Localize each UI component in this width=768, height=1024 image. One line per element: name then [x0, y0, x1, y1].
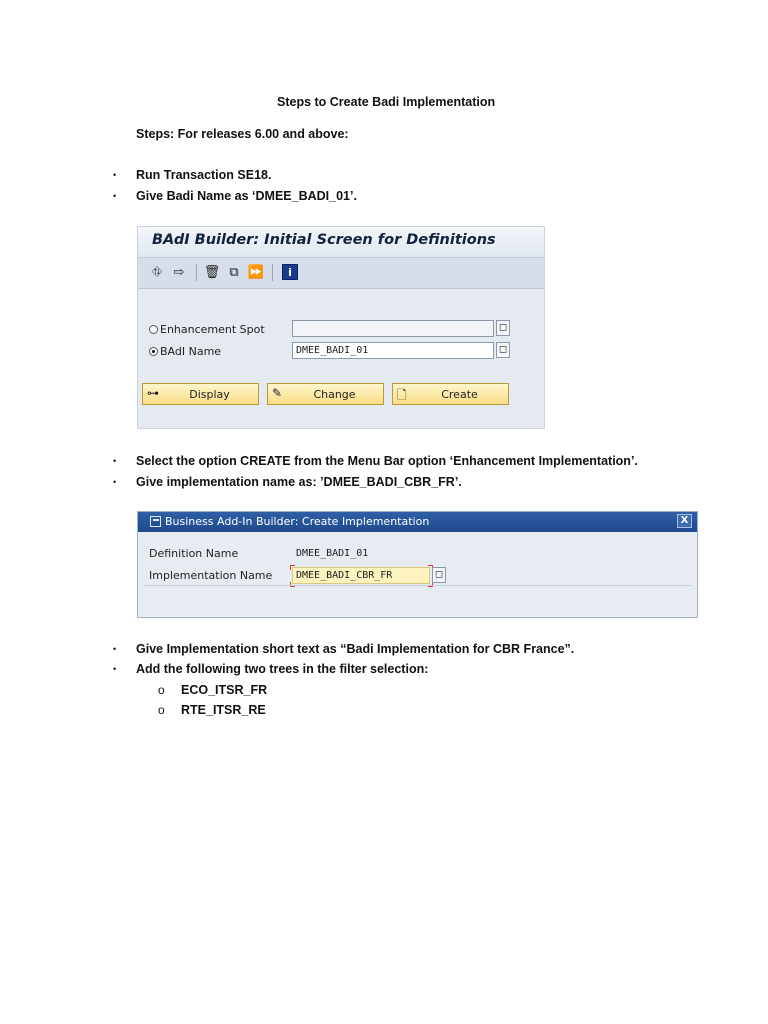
badi-builder-screenshot	[137, 226, 545, 429]
document-title: Steps to Create Badi Implementation	[277, 95, 496, 109]
step-give-short-text: Give Implementation short text as “Badi Implementation for CBR France”.	[136, 642, 575, 656]
badi-builder-toolbar	[138, 257, 544, 289]
bullet-icon: •	[113, 644, 117, 654]
radio-enhancement-spot[interactable]	[149, 323, 265, 336]
bullet-icon: •	[113, 170, 117, 180]
info-icon[interactable]: i	[282, 264, 298, 280]
radio-button-on[interactable]	[149, 347, 158, 356]
filter-tree-item: RTE_ITSR_RE	[181, 703, 266, 717]
create-button[interactable]	[392, 383, 509, 405]
change-button[interactable]	[267, 383, 384, 405]
toolbar-separator	[196, 264, 197, 281]
bullet-icon: •	[113, 191, 117, 201]
glasses-icon: ⊶	[147, 386, 159, 400]
filter-tree-item: ECO_ITSR_FR	[181, 683, 268, 697]
display-object-list-icon[interactable]: ⛗	[151, 264, 163, 280]
step-select-create: Select the option CREATE from the Menu Bar option ‘Enhancement Implementation’.	[136, 454, 638, 468]
dialog-title: Business Add-In Builder: Create Implementation	[165, 515, 430, 528]
dialog-window-icon	[150, 516, 161, 527]
step-give-badi-name: Give Badi Name as ‘DMEE_BADI_01’.	[136, 189, 357, 203]
create-button-label: Create	[441, 388, 478, 401]
value-help-icon[interactable]: ◻	[496, 320, 510, 336]
steps-heading: Steps: For releases 6.00 and above:	[136, 127, 349, 141]
badi-builder-title: BAdI Builder: Initial Screen for Definitions	[152, 232, 496, 248]
bullet-icon: •	[113, 477, 117, 487]
radio-badi-name-label: BAdI Name	[160, 345, 222, 358]
blank-page-icon: 🗋	[397, 388, 407, 402]
display-button-label: Display	[189, 388, 230, 401]
value-help-icon[interactable]: ◻	[496, 342, 510, 358]
step-give-implementation-name: Give implementation name as: ’DMEE_BADI_CBR_FR’.	[136, 475, 462, 489]
where-used-icon[interactable]: ⇨	[173, 264, 185, 280]
delete-icon[interactable]: 🗑	[203, 264, 221, 280]
implementation-name-field[interactable]: DMEE_BADI_CBR_FR	[292, 567, 430, 584]
badi-builder-titlebar	[138, 227, 544, 257]
change-button-label: Change	[313, 388, 356, 401]
definition-name-label: Definition Name	[149, 547, 239, 560]
copy-icon[interactable]: ⧉	[229, 264, 239, 280]
implementation-name-label: Implementation Name	[149, 569, 273, 582]
radio-badi-name[interactable]	[149, 345, 221, 358]
badi-name-field[interactable]: DMEE_BADI_01	[292, 342, 494, 359]
display-button[interactable]	[142, 383, 259, 405]
create-implementation-dialog	[137, 511, 698, 618]
step-add-filter-trees: Add the following two trees in the filter selection:	[136, 662, 429, 676]
sub-bullet-icon: o	[158, 703, 165, 717]
dialog-divider	[144, 585, 692, 586]
step-run-transaction: Run Transaction SE18.	[136, 168, 272, 182]
rename-icon[interactable]: ⏩	[247, 264, 265, 280]
value-help-icon[interactable]: ◻	[432, 567, 446, 583]
radio-button-off[interactable]	[149, 325, 158, 334]
toolbar-separator	[272, 264, 273, 281]
bullet-icon: •	[113, 664, 117, 674]
enhancement-spot-field[interactable]	[292, 320, 494, 337]
definition-name-value: DMEE_BADI_01	[296, 548, 369, 559]
close-icon[interactable]: X	[677, 514, 692, 528]
required-marker	[290, 565, 295, 570]
dialog-titlebar	[138, 512, 697, 532]
sub-bullet-icon: o	[158, 683, 165, 697]
radio-enhancement-spot-label: Enhancement Spot	[160, 323, 265, 336]
pencil-icon: ✎	[272, 386, 283, 400]
bullet-icon: •	[113, 456, 117, 466]
